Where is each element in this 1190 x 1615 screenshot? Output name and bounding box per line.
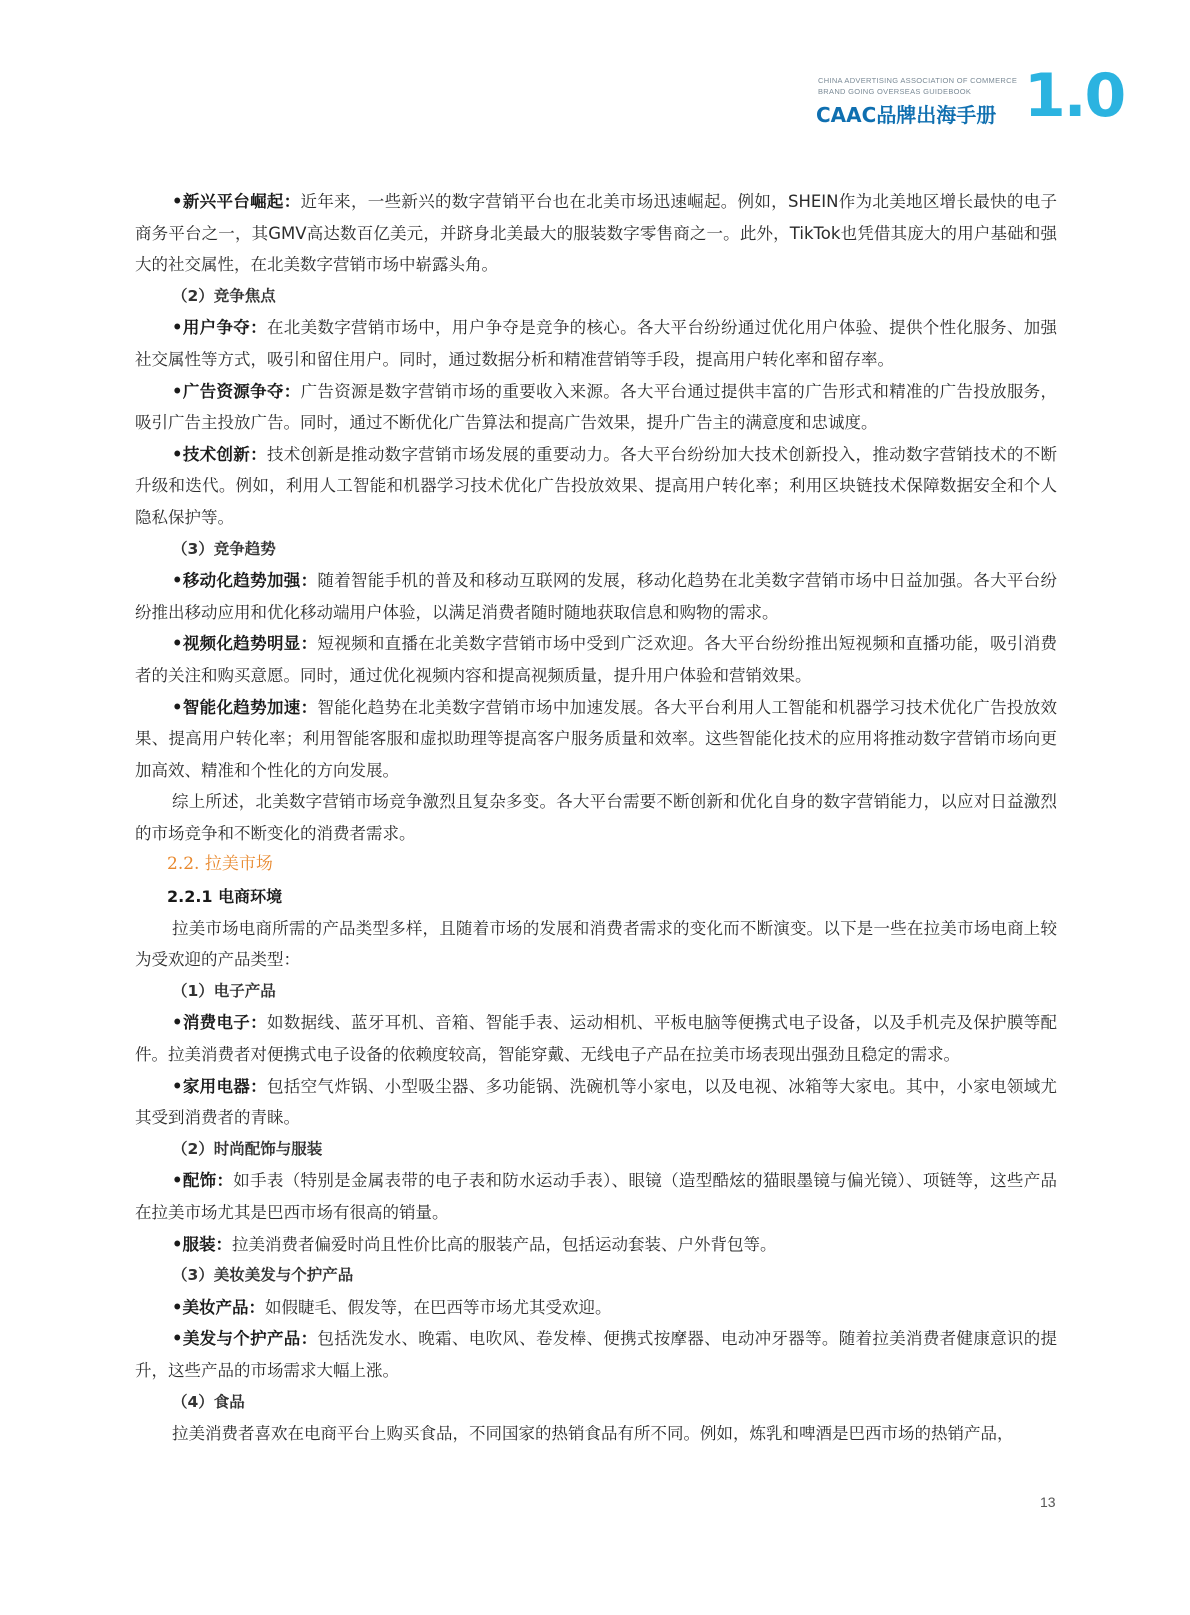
bullet-lead: •美妆产品： [172, 1297, 266, 1317]
bullet-lead: •广告资源争夺： [172, 381, 301, 401]
paragraph [135, 628, 1057, 691]
bullet-lead: •用户争夺： [172, 318, 267, 338]
section-heading: 2.2. 拉美市场 [167, 854, 273, 875]
bullet-text: 如数据线、蓝牙耳机、音箱、智能手表、运动相机、平板电脑等便携式电子设备，以及手机壳及保护膜等配件。拉美消费者对便携式电子设备的依赖度较高，智能穿戴、无线电子产品在拉美市场表现出强劲且稳定的需求。 [135, 1013, 1058, 1065]
bullet-text: 随着智能手机的普及和移动互联网的发展，移动化趋势在北美数字营销市场中日益加强。各大平台纷纷推出移动应用和优化移动端用户体验，以满足消费者随时随地获取信息和购物的需求。 [135, 571, 1058, 622]
bullet-text: 如假睫毛、假发等，在巴西等市场尤其受欢迎。 [265, 1297, 612, 1317]
subheading: （2）时尚配饰与服装 [172, 1139, 323, 1158]
bullet-lead: •技术创新： [172, 444, 267, 464]
subheading: （2）竞争焦点 [172, 286, 276, 305]
bullet-text: 广告资源是数字营销市场的重要收入来源。各大平台通过提供丰富的广告形式和精准的广告投放服务，吸引广告主投放广告。同时，通过不断优化广告算法和提高广告效果，提升广告主的满意度和忠诚度。 [135, 381, 1057, 433]
paragraph: 综上所述，北美数字营销市场竞争激烈且复杂多变。各大平台需要不断创新和优化自身的数字营销能力，以应对日益激烈的市场竞争和不断变化的消费者需求。 [135, 792, 1057, 843]
bullet-text: 智能化趋势在北美数字营销市场中加速发展。各大平台利用人工智能和机器学习技术优化广告投放效果、提高用户转化率；利用智能客服和虚拟助理等提高客户服务质量和效率。这些智能化技术的应用将推动数字营销市场向更加高效、精准和个性化的方向发展。 [135, 697, 1058, 780]
subheading: （3）竞争趋势 [172, 539, 276, 558]
subheading: （4）食品 [172, 1392, 245, 1411]
paragraph [135, 1007, 1057, 1070]
paragraph [135, 1229, 1057, 1261]
paragraph [135, 439, 1057, 534]
bullet-lead: •移动化趋势加强： [172, 571, 318, 591]
bullet-lead: •配饰： [172, 1171, 234, 1191]
bullet-text: 如手表（特别是金属表带的电子表和防水运动手表）、眼镜（造型酷炫的猫眼墨镜与偏光镜）、项链等，这些产品在拉美市场尤其是巴西市场有很高的销量。 [135, 1171, 1058, 1222]
paragraph: 拉美市场电商所需的产品类型多样，且随着市场的发展和消费者需求的变化而不断演变。以下是一些在拉美市场电商上较为受欢迎的产品类型： [135, 918, 1057, 970]
bullet-lead: •新兴平台崛起： [172, 192, 301, 211]
page-content [135, 186, 1057, 1450]
bullet-lead: •消费电子： [172, 1013, 267, 1033]
paragraph [135, 1071, 1057, 1134]
bullet-text: 近年来，一些新兴的数字营销平台也在北美市场迅速崛起。例如，SHEIN作为北美地区增长最快的电子商务平台之一，其GMV高达数百亿美元，并跻身北美最大的服装数字零售商之一。此外，TikTok也凭借其庞大的用户基础和强大的社交属性，在北美数字营销市场中崭露头角。 [135, 192, 1058, 275]
header-version: 1.0 [1024, 61, 1125, 131]
bullet-lead: •视频化趋势明显： [172, 634, 318, 654]
paragraph [135, 1292, 1057, 1324]
subheading: （1）电子产品 [172, 981, 276, 1000]
bullet-text: 技术创新是推动数字营销市场发展的重要动力。各大平台纷纷加大技术创新投入，推动数字营销技术的不断升级和迭代。例如，利用人工智能和机器学习技术优化广告投放效果、提高用户转化率；利用区块链技术保障数据安全和个人隐私保护等。 [135, 444, 1058, 527]
subheading: （3）美妆美发与个护产品 [172, 1266, 354, 1285]
bullet-lead: •美发与个护产品： [172, 1329, 318, 1349]
bullet-text: 短视频和直播在北美数字营销市场中受到广泛欢迎。各大平台纷纷推出短视频和直播功能，吸引消费者的关注和购买意愿。同时，通过优化视频内容和提高视频质量，提升用户体验和营销效果。 [135, 634, 1058, 685]
bullet-lead: •家用电器： [172, 1076, 267, 1096]
bullet-text: 在北美数字营销市场中，用户争夺是竞争的核心。各大平台纷纷通过优化用户体验、提供个性化服务、加强社交属性等方式，吸引和留住用户。同时，通过数据分析和精准营销等手段，提高用户转化率和留存率。 [135, 318, 1058, 369]
paragraph [135, 376, 1057, 439]
paragraph: 拉美消费者喜欢在电商平台上购买食品，不同国家的热销食品有所不同。例如，炼乳和啤酒是巴西市场的热销产品， [172, 1424, 1014, 1444]
header-subtitle-line1: CHINA ADVERTISING ASSOCIATION OF COMMERCE [818, 76, 1018, 85]
paragraph [135, 1165, 1057, 1228]
paragraph [135, 1323, 1057, 1386]
bullet-text: 拉美消费者偏爱时尚且性价比高的服装产品，包括运动套装、户外背包等。 [232, 1234, 777, 1254]
header-subtitle-line2: BRAND GOING OVERSEAS GUIDEBOOK [818, 87, 972, 96]
bullet-text: 包括洗发水、晚霜、电吹风、卷发棒、便携式按摩器、电动冲牙器等。随着拉美消费者健康意识的提升，这些产品的市场需求大幅上涨。 [135, 1329, 1058, 1380]
bullet-lead: •智能化趋势加速： [172, 697, 318, 717]
paragraph [135, 312, 1057, 375]
bullet-lead: •服装： [172, 1234, 233, 1254]
paragraph [135, 692, 1057, 787]
bullet-text: 包括空气炸锅、小型吸尘器、多功能锅、洗碗机等小家电，以及电视、冰箱等大家电。其中，小家电领域尤其受到消费者的青睐。 [135, 1076, 1058, 1128]
page-number: 13 [1040, 1494, 1056, 1510]
paragraph [135, 565, 1057, 628]
header-title: CAAC品牌出海手册 [816, 103, 997, 127]
subsection-heading: 2.2.1 电商环境 [167, 887, 283, 907]
paragraph [135, 186, 1057, 281]
